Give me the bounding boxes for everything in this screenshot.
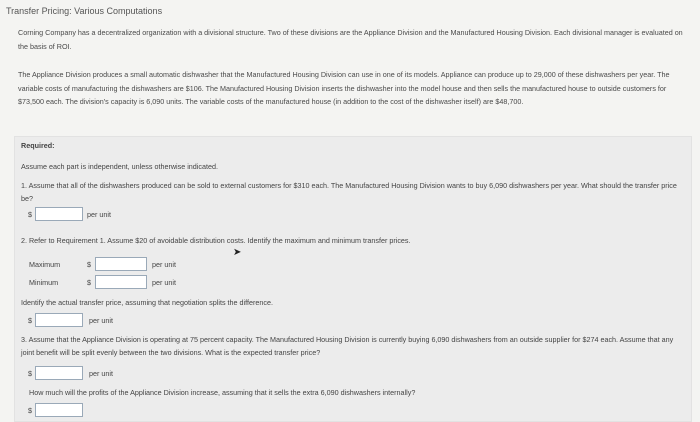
q3-profit-increase-input[interactable] [35, 403, 83, 417]
q2-max-currency: $ [87, 260, 91, 269]
q2-min-unit: per unit [152, 278, 176, 287]
q2-actual-currency: $ [28, 316, 32, 325]
q1-transfer-price-input[interactable] [35, 207, 83, 221]
q2-actual-text: Identify the actual transfer price, assuming that negotiation splits the difference. [21, 298, 273, 307]
q2-min-currency: $ [87, 278, 91, 287]
assume-text: Assume each part is independent, unless otherwise indicated. [21, 162, 218, 171]
q2-maximum-input[interactable] [95, 257, 147, 271]
q2-text: 2. Refer to Requirement 1. Assume $20 of avoidable distribution costs. Identify the maximum and minimum transfer prices. [21, 236, 411, 245]
mouse-cursor-icon: ➤ [233, 247, 242, 258]
q3-unit: per unit [89, 369, 113, 378]
q3-profit-currency: $ [28, 406, 32, 415]
q1-text: 1. Assume that all of the dishwashers produced can be sold to external customers for $310 each. The Manufactured Housing Division wants to buy 6,090 dishwashers per year. What should the transfer price be? [21, 181, 677, 203]
q2-actual-price-input[interactable] [35, 313, 83, 327]
details-paragraph: The Appliance Division produces a small automatic dishwasher that the Manufactured Housing Division can use in one of its models. Appliance can produce up to 29,000 of these dishwashers per year. The variable costs of manufacturing the dishwashers are $106. The Manufactured Housing Division inserts the dishwasher into the model house and then sells the manufactured house to outside customers for $73,500 each. The division's capacity is 6,090 units. The variable costs of the manufactured house (in addition to the cost of the dishwasher itself) are $48,700. [18, 70, 670, 106]
q3-expected-price-input[interactable] [35, 366, 83, 380]
q2-max-label: Maximum [29, 260, 61, 269]
q2-actual-unit: per unit [89, 316, 113, 325]
q3-text: 3. Assume that the Appliance Division is operating at 75 percent capacity. The Manufactured Housing Division is currently buying 6,090 dishwashers from an outside supplier for $274 each. Assume that any joint benefit will be split evenly between the two divisions. What is the expected transfer price? [21, 335, 674, 357]
q1-unit: per unit [87, 210, 111, 219]
q1-currency: $ [28, 210, 32, 219]
required-section [14, 136, 692, 422]
q3-profit-text: How much will the profits of the Appliance Division increase, assuming that it sells the extra 6,090 dishwashers internally? [29, 388, 416, 397]
intro-paragraph: Corning Company has a decentralized organization with a divisional structure. Two of these divisions are the Appliance Division and the Manufactured Housing Division. Each divisional manager is evaluated on the basis of ROI. [18, 28, 683, 51]
q2-max-unit: per unit [152, 260, 176, 269]
required-label: Required: [21, 141, 55, 150]
page-title: Transfer Pricing: Various Computations [6, 6, 163, 16]
q3-currency: $ [28, 369, 32, 378]
q2-minimum-input[interactable] [95, 275, 147, 289]
q2-min-label: Minimum [29, 278, 59, 287]
